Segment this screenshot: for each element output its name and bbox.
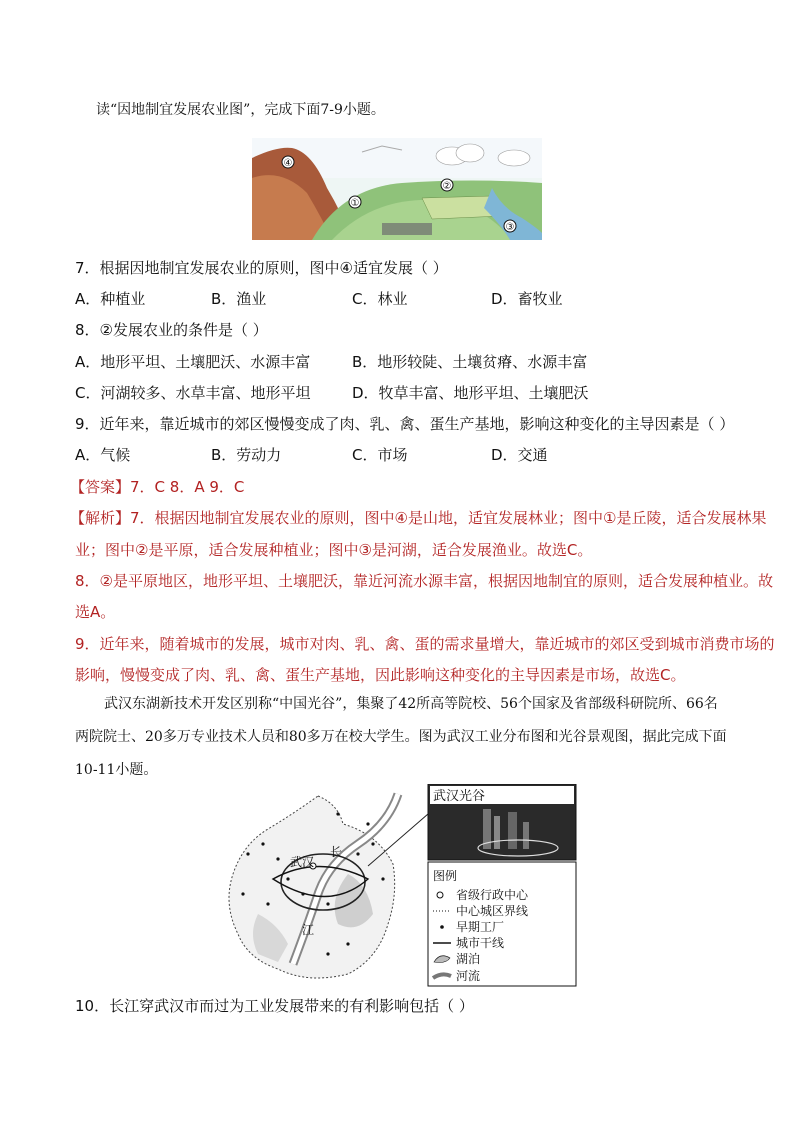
analysis-line-4: 选A。 [75,603,116,621]
agriculture-landscape-figure [252,138,542,240]
q9-option-c: C．市场 [352,446,408,464]
legend-factory-icon [440,925,444,929]
answer-line [70,477,244,497]
answer-text: 7．C 8．A 9．C [130,478,245,496]
question-7: 7．根据因地制宜发展农业的原则，图中④适宜发展（ ） [75,259,448,277]
photo-title: 武汉光谷 [433,789,486,804]
wuhan-industry-map-figure [218,784,578,988]
analysis-text-1: 7．根据因地制宜发展农业的原则，图中④是山地，适宜发展林业；图中①是丘陵，适合发展林果 [130,509,767,527]
q8-option-b: B．地形较陡、土壤贫瘠、水源丰富 [352,353,588,371]
marker-1-label: ① [350,198,360,209]
answer-label: 【答案】 [70,478,131,496]
analysis-line-1 [70,508,766,528]
q7-option-c: C．林业 [352,290,408,308]
q8-option-c: C．河湖较多、水草丰富、地形平坦 [75,384,311,402]
q7-option-a: A．种植业 [75,290,146,308]
q9-option-b: B．劳动力 [211,446,282,464]
intro-10-11-line-2: 两院院士、20多万专业技术人员和80多万在校大学生。图为武汉工业分布图和光谷景观图，据此完成下面 [75,729,727,745]
analysis-line-6: 影响，慢慢变成了肉、乳、禽、蛋生产基地，因此影响这种变化的主导因素是市场，故选C。 [75,666,686,684]
question-8: 8．②发展农业的条件是（ ） [75,321,268,339]
q8-option-d: D．牧草丰富、地形平坦、土壤肥沃 [352,384,589,402]
wuhan-boundary [229,796,395,978]
q7-option-b: B．渔业 [211,290,267,308]
q9-option-a: A．气候 [75,446,131,464]
legend-item-6: 河流 [456,969,481,983]
analysis-line-5: 9．近年来，随着城市的发展，城市对肉、乳、禽、蛋的需求量增大，靠近城市的郊区受到城市消费市场的 [75,635,775,653]
river-label-1: 长 [330,845,343,859]
marker-2-label: ② [442,181,452,192]
q8-option-a: A．地形平坦、土壤肥沃、水源丰富 [75,353,311,371]
legend-title: 图例 [433,869,458,883]
legend-item-1: 省级行政中心 [456,888,529,902]
analysis-line-2: 业；图中②是平原，适合发展种植业；图中③是河湖，适合发展渔业。故选C。 [75,541,593,559]
intro-10-11-line-1: 武汉东湖新技术开发区别称“中国光谷”，集聚了42所高等院校、56个国家及省部级科研院所、66名 [104,696,718,712]
question-9: 9．近年来，靠近城市的郊区慢慢变成了肉、乳、禽、蛋生产基地，影响这种变化的主导因素是（ ） [75,415,735,433]
analysis-line-3: 8．②是平原地区，地形平坦、土壤肥沃，靠近河流水源丰富，根据因地制宜的原则，适合发展种植业。故 [75,572,773,590]
legend-item-2: 中心城区界线 [456,904,529,918]
legend-provincial-center-icon [437,892,443,898]
q7-option-d: D．畜牧业 [491,290,563,308]
legend-item-3: 早期工厂 [456,920,505,934]
question-10: 10．长江穿武汉市而过为工业发展带来的有利影响包括（ ） [75,997,474,1015]
marker-4-label: ④ [283,158,293,169]
marker-3-label: ③ [505,222,515,233]
intro-10-11-line-3: 10-11小题。 [75,762,158,778]
legend-item-4: 城市干线 [456,936,505,950]
city-label: 武汉 [290,855,315,869]
intro-7-9: 读“因地制宜发展农业图”，完成下面7-9小题。 [96,102,385,118]
q9-option-d: D．交通 [491,446,548,464]
river-label-2: 江 [302,923,315,937]
legend-item-5: 湖泊 [456,952,481,966]
analysis-label: 【解析】 [70,509,131,527]
